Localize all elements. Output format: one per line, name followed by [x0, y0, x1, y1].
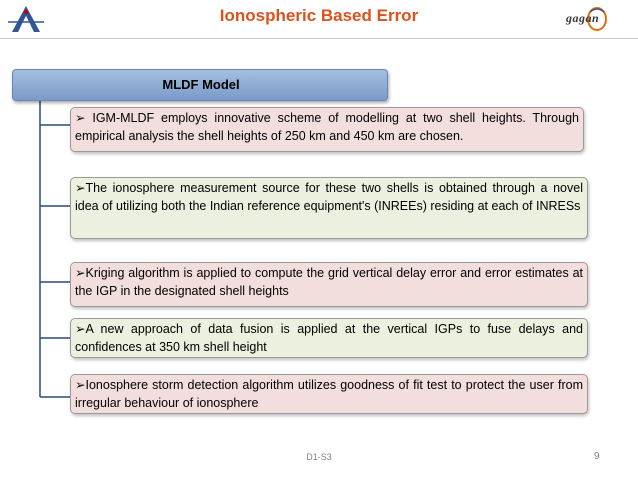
arrow-bullet-icon: ➢	[75, 322, 86, 336]
list-item	[70, 177, 588, 239]
arrow-bullet-icon: ➢	[75, 181, 86, 195]
item-text: Kriging algorithm is applied to compute the grid vertical delay error and error estimates at the IGP in the designated shell heights	[75, 266, 583, 298]
list-item	[70, 318, 588, 358]
list-item	[70, 107, 584, 152]
item-text: IGM-MLDF employs innovative scheme of modelling at two shell heights. Through empirical analysis the shell heights of 250 km and 450 km are chosen.	[75, 111, 579, 143]
arrow-bullet-icon: ➢	[75, 111, 86, 125]
item-text: The ionosphere measurement source for these two shells is obtained through a novel idea of utilizing both the Indian reference equipment's (INREEs) residing at each of INRESs	[75, 181, 583, 213]
page-number: 9	[594, 451, 600, 462]
slide-title: Ionospheric Based Error	[219, 6, 419, 25]
gagan-logo	[566, 6, 628, 32]
list-item	[70, 374, 588, 414]
item-text: Ionosphere storm detection algorithm utilizes goodness of fit test to protect the user from irregular behaviour of ionosphere	[75, 378, 583, 410]
header-label: MLDF Model	[162, 77, 240, 92]
arrow-bullet-icon: ➢	[75, 266, 86, 280]
list-item	[70, 262, 588, 307]
arrow-bullet-icon: ➢	[75, 378, 86, 392]
logo-text: gagan	[566, 11, 600, 25]
item-text: A new approach of data fusion is applied at the vertical IGPs to fuse delays and confidences at 350 km shell height	[75, 322, 583, 354]
mldf-model-header	[12, 69, 388, 101]
footer-slide-id: D1-S3	[306, 452, 332, 462]
title-divider	[0, 38, 638, 39]
